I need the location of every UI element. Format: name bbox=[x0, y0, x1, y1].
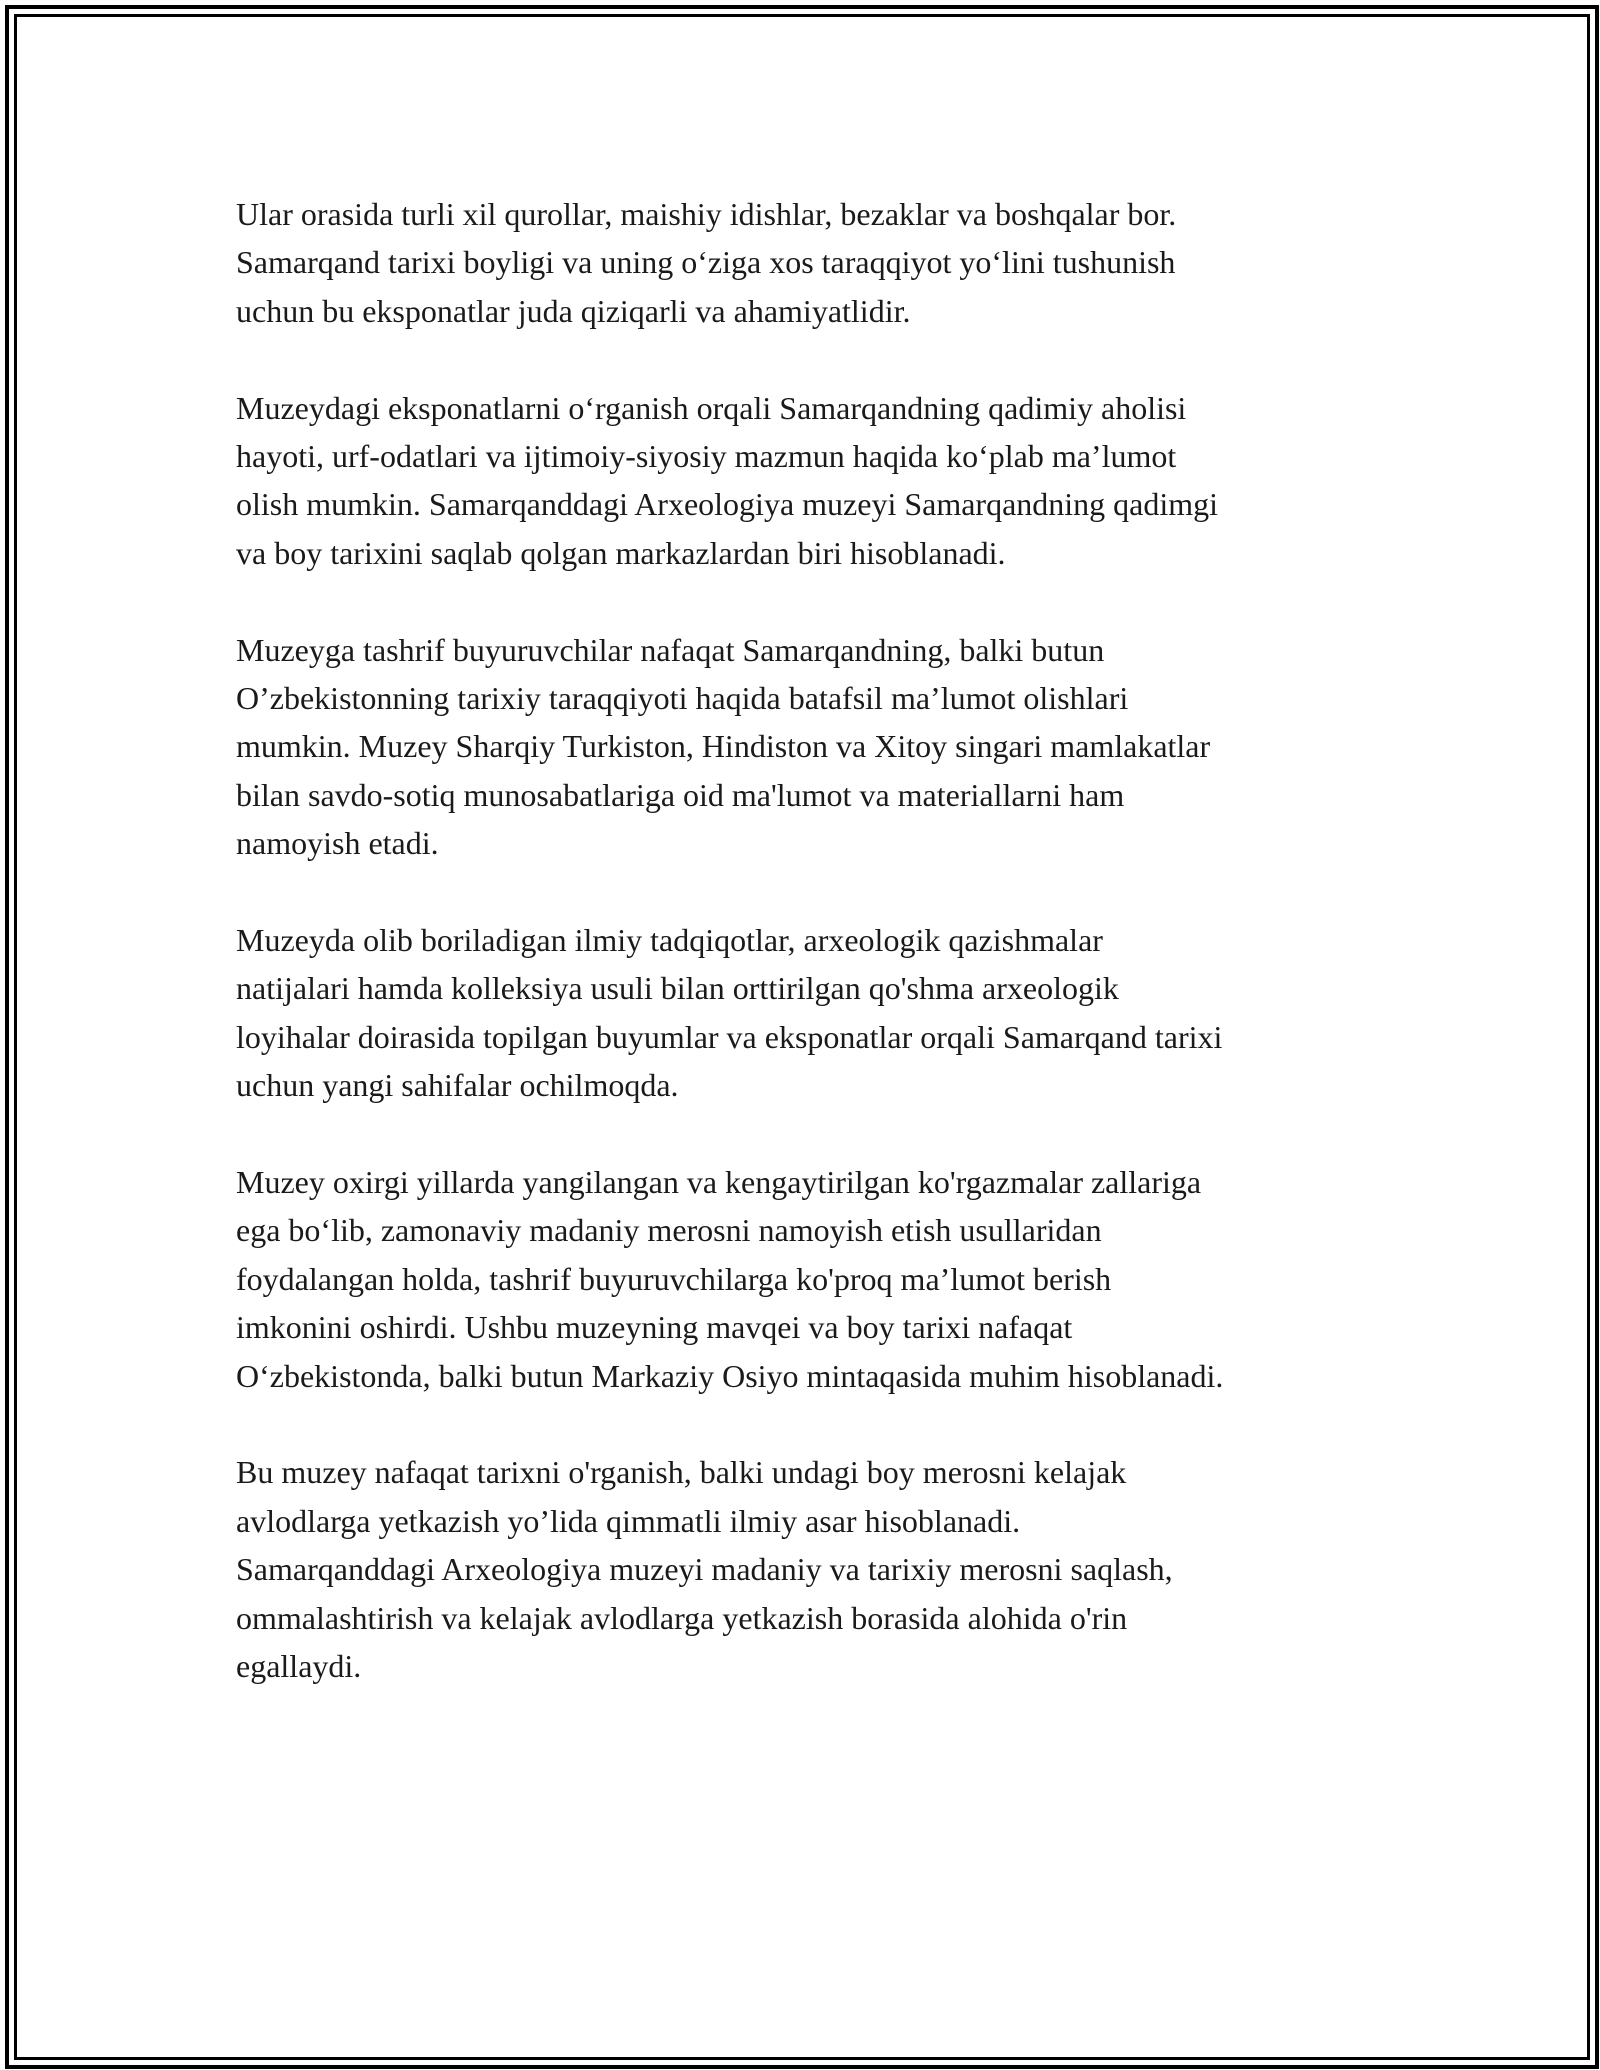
text-line: foydalangan holda, tashrif buyuruvchilarga ko'proq ma’lumot berish bbox=[236, 1260, 1112, 1297]
text-line: Bu muzey nafaqat tarixni o'rganish, balki undagi boy merosni kelajak bbox=[236, 1454, 1127, 1491]
text-line: Muzey oxirgi yillarda yangilangan va kengaytirilgan ko'rgazmalar zallariga bbox=[236, 1164, 1202, 1201]
text-line: bilan savdo-sotiq munosabatlariga oid ma'lumot va materiallarni ham bbox=[236, 776, 1125, 813]
text-line: imkonini oshirdi. Ushbu muzeyning mavqei va boy tarixi nafaqat bbox=[236, 1309, 1073, 1346]
text-line: avlodlarga yetkazish yo’lida qimmatli ilmiy asar hisoblanadi. bbox=[236, 1502, 1021, 1539]
text-line: Muzeydagi eksponatlarni o‘rganish orqali Samarqandning qadimiy aholisi bbox=[236, 389, 1187, 426]
text-line: Ular orasida turli xil qurollar, maishiy idishlar, bezaklar va boshqalar bor. bbox=[236, 196, 1177, 232]
text-line: olish mumkin. Samarqanddagi Arxeologiya muzeyi Samarqandning qadimgi bbox=[236, 486, 1219, 523]
text-line: namoyish etadi. bbox=[236, 825, 439, 862]
text-line: va boy tarixini saqlab qolgan markazlardan biri hisoblanadi. bbox=[236, 534, 1006, 571]
paragraph-6 bbox=[236, 1448, 1376, 1690]
text-line: O‘zbekistonda, balki butun Markaziy Osiyo mintaqasida muhim hisoblanadi. bbox=[236, 1357, 1224, 1394]
paragraph-3 bbox=[236, 626, 1376, 868]
text-line: O’zbekistonning tarixiy taraqqiyoti haqida batafsil ma’lumot olishlari bbox=[236, 680, 1129, 717]
paragraph-4 bbox=[236, 916, 1376, 1110]
text-line: mumkin. Muzey Sharqiy Turkiston, Hindiston va Xitoy singari mamlakatlar bbox=[236, 728, 1211, 765]
paragraph-1 bbox=[236, 190, 1376, 335]
document-body bbox=[236, 190, 1376, 1739]
text-line: uchun bu eksponatlar juda qiziqarli va ahamiyatlidir. bbox=[236, 292, 911, 329]
text-line: hayoti, urf-odatlari va ijtimoiy-siyosiy mazmun haqida ko‘plab ma’lumot bbox=[236, 438, 1177, 475]
paragraph-5 bbox=[236, 1158, 1376, 1400]
paragraph-2 bbox=[236, 384, 1376, 578]
text-line: ega bo‘lib, zamonaviy madaniy merosni namoyish etish usullaridan bbox=[236, 1212, 1102, 1249]
text-line: egallaydi. bbox=[236, 1648, 362, 1685]
text-line: uchun yangi sahifalar ochilmoqda. bbox=[236, 1067, 679, 1104]
text-line: loyihalar doirasida topilgan buyumlar va eksponatlar orqali Samarqand tarixi bbox=[236, 1018, 1223, 1055]
text-line: Muzeyda olib boriladigan ilmiy tadqiqotlar, arxeologik qazishmalar bbox=[236, 922, 1103, 959]
text-line: Muzeyga tashrif buyuruvchilar nafaqat Samarqandning, balki butun bbox=[236, 631, 1105, 668]
text-line: natijalari hamda kolleksiya usuli bilan orttirilgan qo'shma arxeologik bbox=[236, 970, 1119, 1007]
text-line: Samarqand tarixi boyligi va uning o‘ziga xos taraqqiyot yo‘lini tushunish bbox=[236, 244, 1176, 281]
text-line: Samarqanddagi Arxeologiya muzeyi madaniy va tarixiy merosni saqlash, bbox=[236, 1551, 1173, 1588]
text-line: ommalashtirish va kelajak avlodlarga yetkazish borasida alohida o'rin bbox=[236, 1599, 1128, 1636]
